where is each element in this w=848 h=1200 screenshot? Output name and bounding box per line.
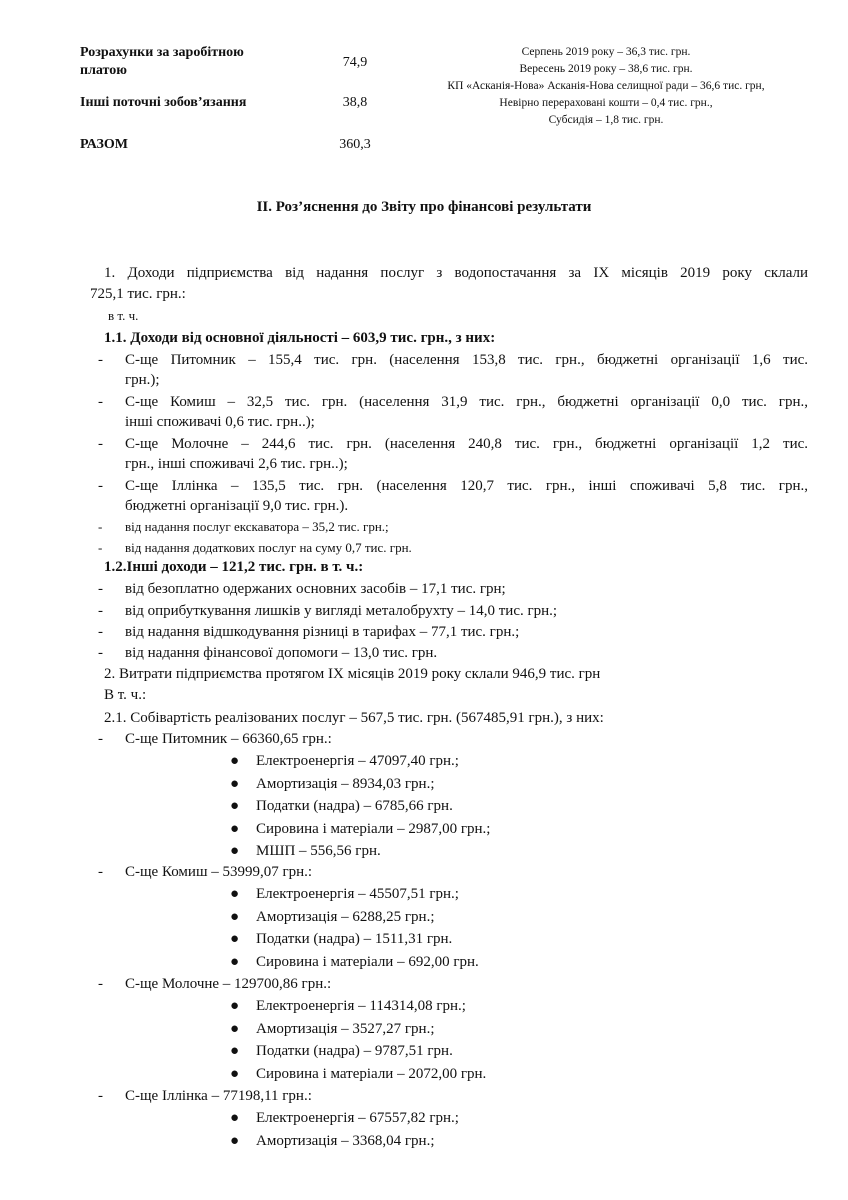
dash-marker: - <box>98 624 103 640</box>
dash-marker: - <box>98 864 103 880</box>
list-item: С-ще Молочне – 244,6 тис. грн. (населення 240,8 тис. грн., бюджетні організації 1,2 тис. <box>125 436 808 452</box>
cost-item: Сировина і матеріали – 2987,00 грн.; <box>256 821 491 837</box>
cost-item: Податки (надра) – 6785,66 грн. <box>256 798 453 814</box>
dash-marker: - <box>98 540 103 555</box>
paragraph-line: в т. ч. <box>108 308 139 323</box>
dash-marker: - <box>98 581 103 597</box>
cost-item: Амортизація – 3527,27 грн.; <box>256 1021 435 1037</box>
dash-marker: - <box>98 731 103 747</box>
paragraph-line: 2. Витрати підприємства протягом ІХ місяців 2019 року склали 946,9 тис. грн <box>104 666 601 682</box>
row-note <box>410 44 802 78</box>
bullet-marker: ● <box>230 1066 240 1082</box>
cost-item: Амортизація – 6288,25 грн.; <box>256 909 435 925</box>
bullet-marker: ● <box>230 1110 240 1126</box>
note-line: Серпень 2019 року – 36,3 тис. грн. <box>521 46 691 58</box>
list-item: від надання фінансової допомоги – 13,0 тис. грн. <box>125 645 438 661</box>
bullet-marker: ● <box>230 843 240 859</box>
list-item: від оприбуткування лишків у вигляді металобрухту – 14,0 тис. грн.; <box>125 603 558 619</box>
cost-item: Електроенергія – 47097,40 грн.; <box>256 753 459 769</box>
dash-marker: - <box>98 519 103 534</box>
paragraph-line: 725,1 тис. грн.: <box>90 286 186 302</box>
bullet-marker: ● <box>230 931 240 947</box>
total-value: 360,3 <box>339 137 371 152</box>
bullet-marker: ● <box>230 1133 240 1149</box>
cost-item: Сировина і матеріали – 2072,00 грн. <box>256 1066 487 1082</box>
row-label-line: Розрахунки за заробітною <box>80 45 244 60</box>
cost-item: Електроенергія – 67557,82 грн.; <box>256 1110 459 1126</box>
subsection-heading: 1.1. Доходи від основної діяльності – 603,9 тис. грн., з них: <box>104 330 496 346</box>
cost-item: Електроенергія – 114314,08 грн.; <box>256 998 466 1014</box>
list-item: від безоплатно одержаних основних засобів – 17,1 тис. грн; <box>125 581 506 597</box>
village-title: С-ще Іллінка – 77198,11 грн.: <box>125 1088 312 1104</box>
row-label-line: платою <box>80 63 127 78</box>
village-title: С-ще Молочне – 129700,86 грн.: <box>125 976 332 992</box>
dash-marker: - <box>98 976 103 992</box>
cost-item: Податки (надра) – 1511,31 грн. <box>256 931 453 947</box>
list-item-continued: бюджетні організації 9,0 тис. грн.). <box>125 498 349 514</box>
cost-item: Сировина і матеріали – 692,00 грн. <box>256 954 479 970</box>
subsection-heading: 1.2.Інші доходи – 121,2 тис. грн. в т. ч.: <box>104 559 364 575</box>
list-item-continued: грн.); <box>125 372 160 388</box>
dash-marker: - <box>98 603 103 619</box>
note-line: Невірно перераховані кошти – 0,4 тис. грн., <box>499 97 713 109</box>
bullet-marker: ● <box>230 821 240 837</box>
section-title: ІІ. Роз’яснення до Звіту про фінансові результати <box>256 199 592 215</box>
bullet-marker: ● <box>230 1021 240 1037</box>
bullet-marker: ● <box>230 1043 240 1059</box>
cost-item: Амортизація – 8934,03 грн.; <box>256 776 435 792</box>
bullet-marker: ● <box>230 954 240 970</box>
cost-item: Податки (надра) – 9787,51 грн. <box>256 1043 453 1059</box>
note-line: Субсидія – 1,8 тис. грн. <box>548 114 664 126</box>
dash-marker: - <box>98 352 103 368</box>
row-value: 74,9 <box>342 55 368 70</box>
village-title: С-ще Комиш – 53999,07 грн.: <box>125 864 313 880</box>
paragraph-line: 2.1. Собівартість реалізованих послуг – 567,5 тис. грн. (567485,91 грн.), з них: <box>104 710 604 726</box>
list-item: від надання відшкодування різниці в тарифах – 77,1 тис. грн.; <box>125 624 520 640</box>
row-label <box>80 44 290 80</box>
list-item: С-ще Питомник – 155,4 тис. грн. (населення 153,8 тис. грн., бюджетні організації 1,6 тис. <box>125 352 808 368</box>
paragraph-line: 1. Доходи підприємства від надання послуг з водопостачання за ІХ місяців 2019 року склали <box>104 265 808 281</box>
paragraph-line: В т. ч.: <box>104 687 147 703</box>
row-note <box>410 78 802 129</box>
bullet-marker: ● <box>230 909 240 925</box>
bullet-marker: ● <box>230 753 240 769</box>
dash-marker: - <box>98 645 103 661</box>
list-item: С-ще Комиш – 32,5 тис. грн. (населення 31,9 тис. грн., бюджетні організації 0,0 тис. грн., <box>125 394 808 410</box>
cost-item: Електроенергія – 45507,51 грн.; <box>256 886 459 902</box>
dash-marker: - <box>98 436 103 452</box>
list-item-continued: інші споживачі 0,6 тис. грн..); <box>125 414 315 430</box>
bullet-marker: ● <box>230 886 240 902</box>
list-item: від надання послуг екскаватора – 35,2 тис. грн.; <box>125 519 389 534</box>
total-label: РАЗОМ <box>80 137 129 152</box>
list-item: від надання додаткових послуг на суму 0,7 тис. грн. <box>125 540 412 555</box>
list-item: С-ще Іллінка – 135,5 тис. грн. (населення 120,7 тис. грн., інші споживачі 5,8 тис. грн., <box>125 478 808 494</box>
bullet-marker: ● <box>230 798 240 814</box>
bullet-marker: ● <box>230 776 240 792</box>
list-item-continued: грн., інші споживачі 2,6 тис. грн..); <box>125 456 348 472</box>
cost-item: МШП – 556,56 грн. <box>256 843 381 859</box>
cost-item: Амортизація – 3368,04 грн.; <box>256 1133 435 1149</box>
row-label: Інші поточні зобов’язання <box>80 95 247 110</box>
row-value: 38,8 <box>342 95 368 110</box>
dash-marker: - <box>98 478 103 494</box>
dash-marker: - <box>98 394 103 410</box>
village-title: С-ще Питомник – 66360,65 грн.: <box>125 731 332 747</box>
note-line: Вересень 2019 року – 38,6 тис. грн. <box>519 63 693 75</box>
bullet-marker: ● <box>230 998 240 1014</box>
dash-marker: - <box>98 1088 103 1104</box>
note-line: КП «Асканія-Нова» Асканія-Нова селищної ради – 36,6 тис. грн, <box>447 80 765 92</box>
